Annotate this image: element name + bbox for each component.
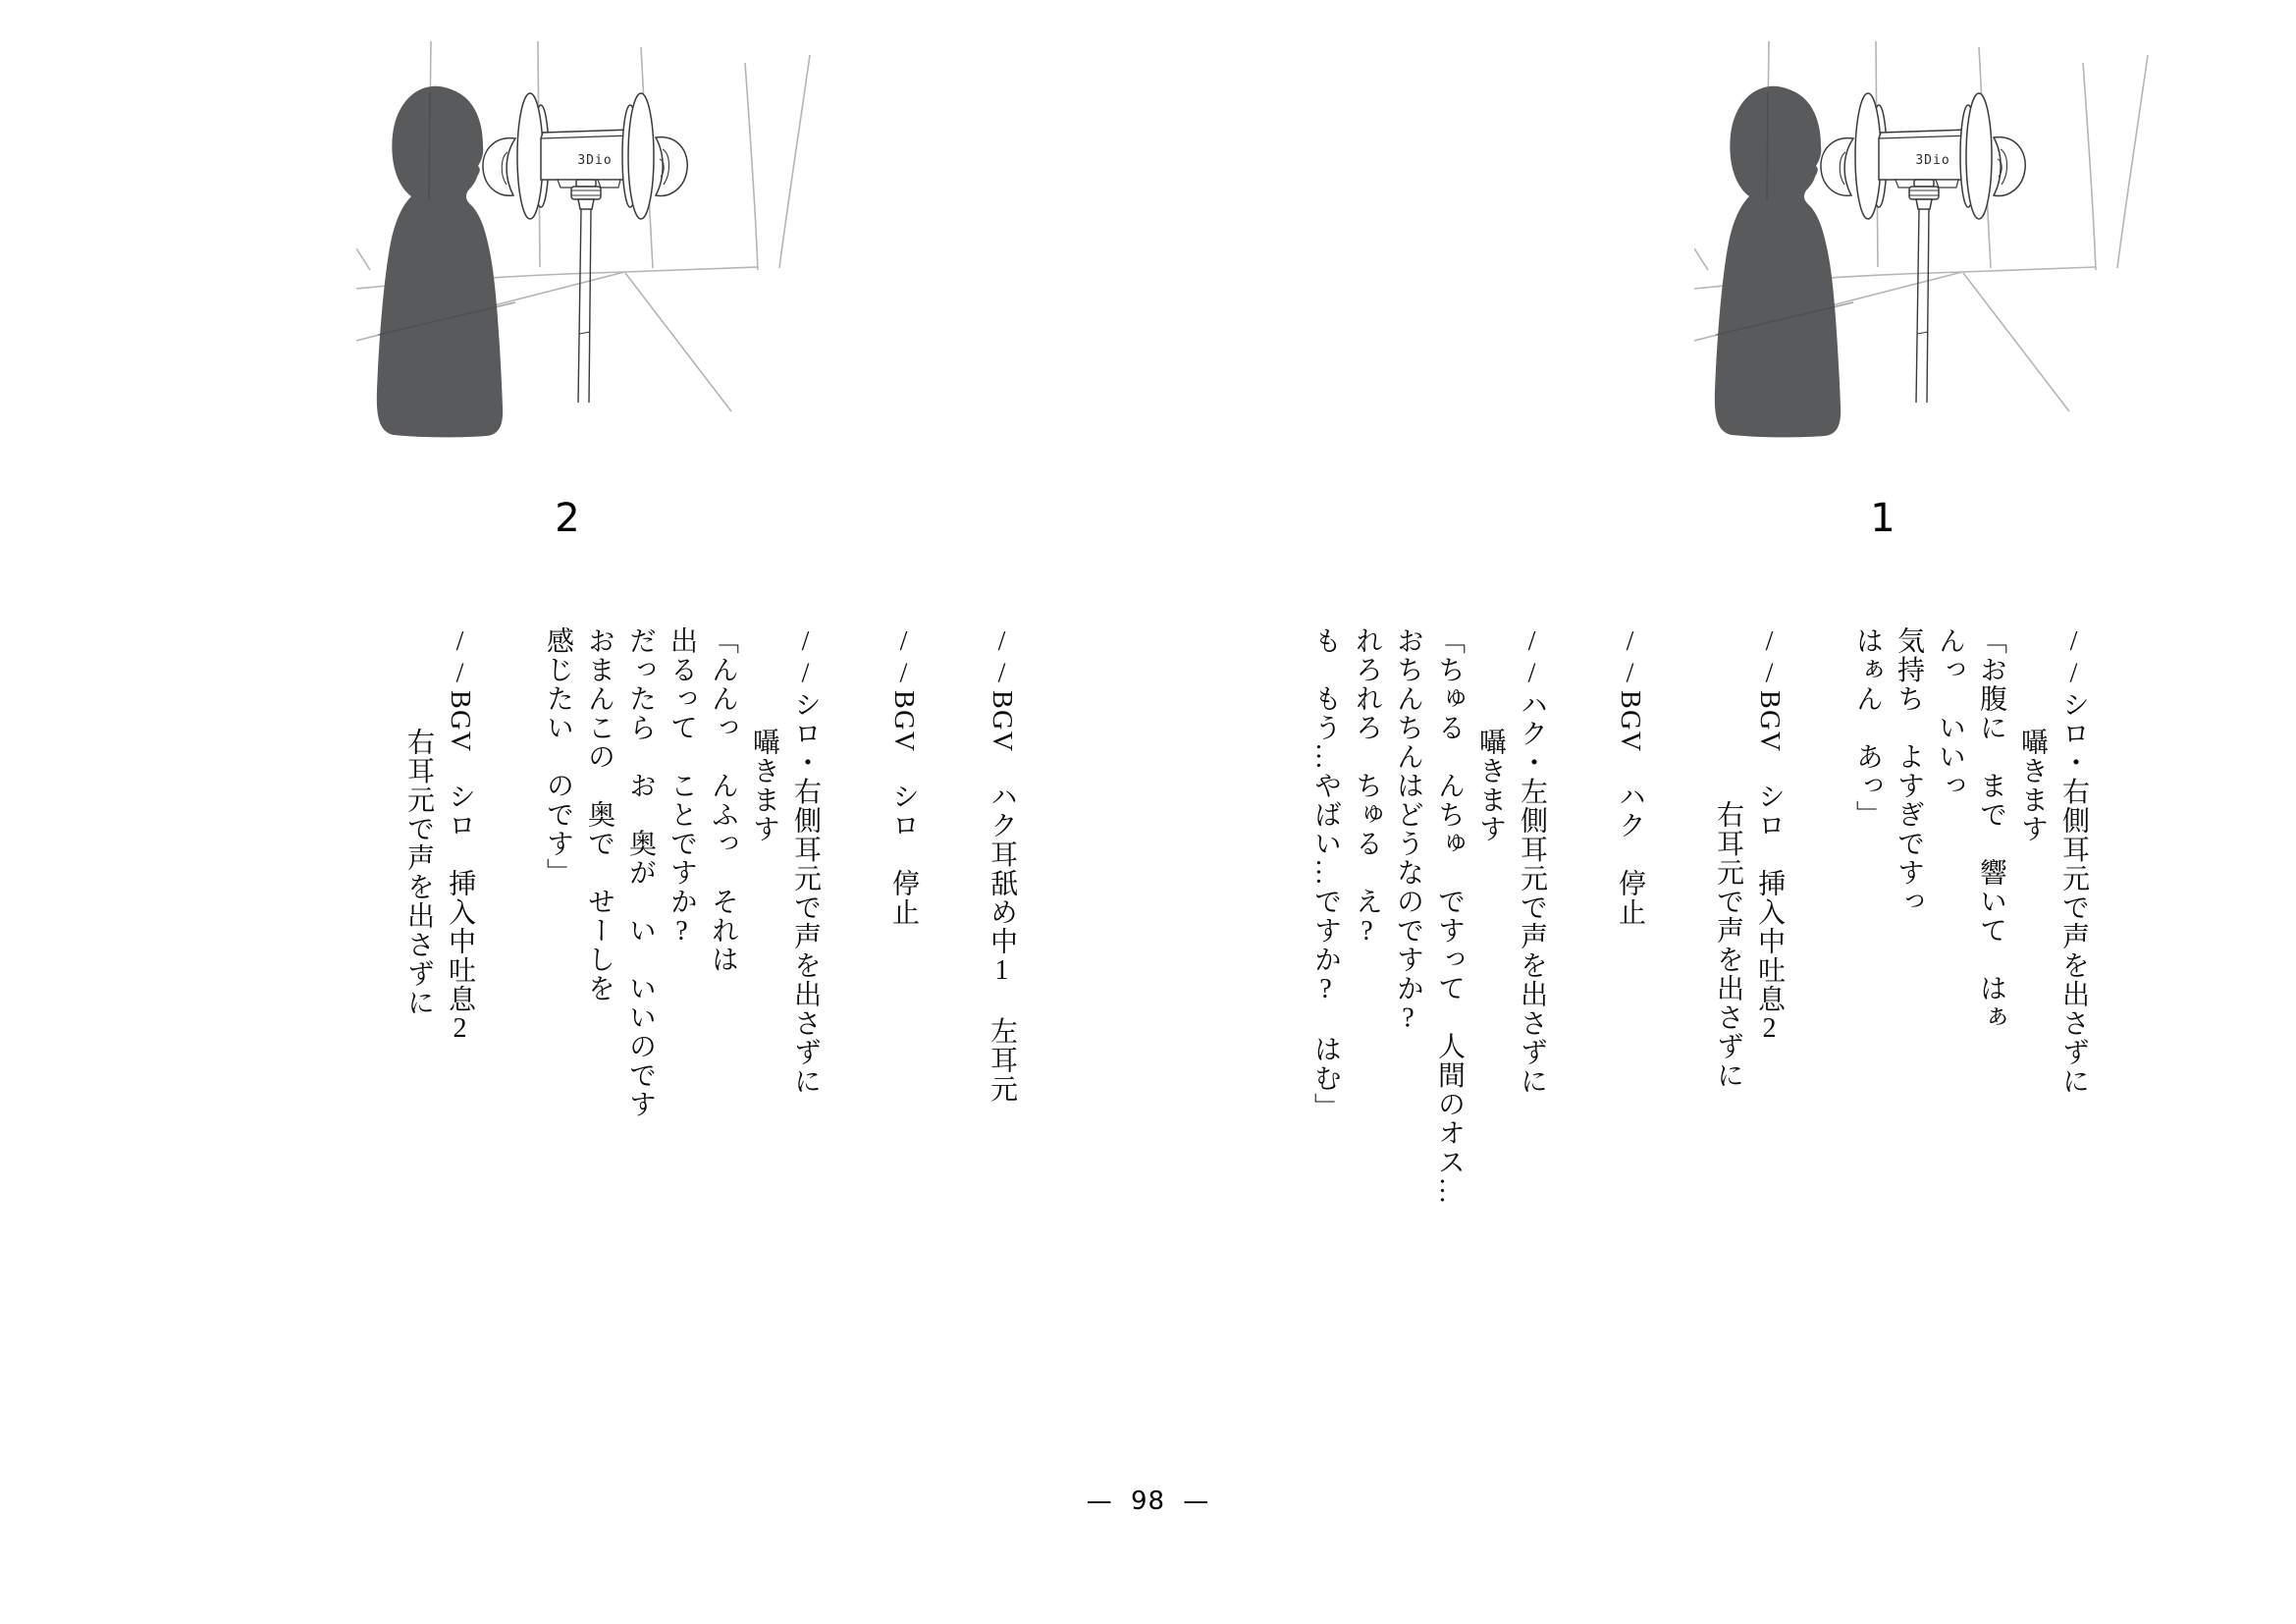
page-number: — 98 — bbox=[1086, 1487, 1210, 1516]
script-line: //ハク・左側耳元で声を出さずに bbox=[1517, 626, 1547, 1096]
script-line: はぁん あっ」 bbox=[1852, 626, 1883, 830]
script-line: //BGV ハク 停止 bbox=[1615, 626, 1645, 927]
panel-2-number: 2 bbox=[555, 496, 580, 541]
script-line: //シロ・右側耳元で声を出さずに bbox=[2058, 626, 2089, 1096]
script-line: 感じたい のです」 bbox=[543, 626, 573, 888]
panel-1-script-text bbox=[1298, 626, 2101, 1314]
script-line: だったら お 奥が い いいのです bbox=[625, 626, 656, 1119]
script-line: 右耳元で声を出さずに bbox=[403, 728, 434, 1017]
panel-2-illustration bbox=[356, 41, 812, 461]
script-line: 「ちゅる んちゅ ですって 人間のオス… bbox=[1434, 626, 1465, 1206]
script-line: れろれろ ちゅる え? bbox=[1352, 626, 1382, 948]
script-line: //シロ・右側耳元で声を出さずに bbox=[790, 626, 821, 1096]
script-line: 「んんっ んふっ それは bbox=[708, 626, 738, 974]
script-line: おまんこの 奥で せーしを bbox=[584, 626, 614, 1003]
script-line: おちんちんはどうなのですか? bbox=[1393, 626, 1423, 1035]
script-line: //BGV ハク耳舐め中1 左耳元 bbox=[987, 626, 1017, 1104]
script-line: んっ いいっ bbox=[1935, 626, 1965, 800]
panel-1-illustration bbox=[1694, 41, 2150, 461]
script-line: 囁きます bbox=[1475, 728, 1506, 843]
script-line: も もう…やばい…ですか? はむ」 bbox=[1310, 626, 1341, 1122]
script-line: 気持ち よすぎですっ bbox=[1894, 626, 1924, 916]
panel-2-script-text bbox=[391, 626, 1029, 1314]
script-line: //BGV シロ 挿入中吐息2 bbox=[445, 626, 475, 1046]
script-line: 右耳元で声を出さずに bbox=[1713, 800, 1743, 1090]
panel-1-number: 1 bbox=[1870, 496, 1896, 541]
script-line: 出るって ことですか? bbox=[667, 626, 697, 948]
script-line: //BGV シロ 挿入中吐息2 bbox=[1754, 626, 1785, 1046]
script-line: 囁きます bbox=[749, 728, 779, 843]
script-line: //BGV シロ 停止 bbox=[888, 626, 919, 927]
script-line: 囁きます bbox=[2017, 728, 2048, 843]
script-line: 「お腹に まで 響いて はぁ bbox=[1976, 626, 2006, 1032]
